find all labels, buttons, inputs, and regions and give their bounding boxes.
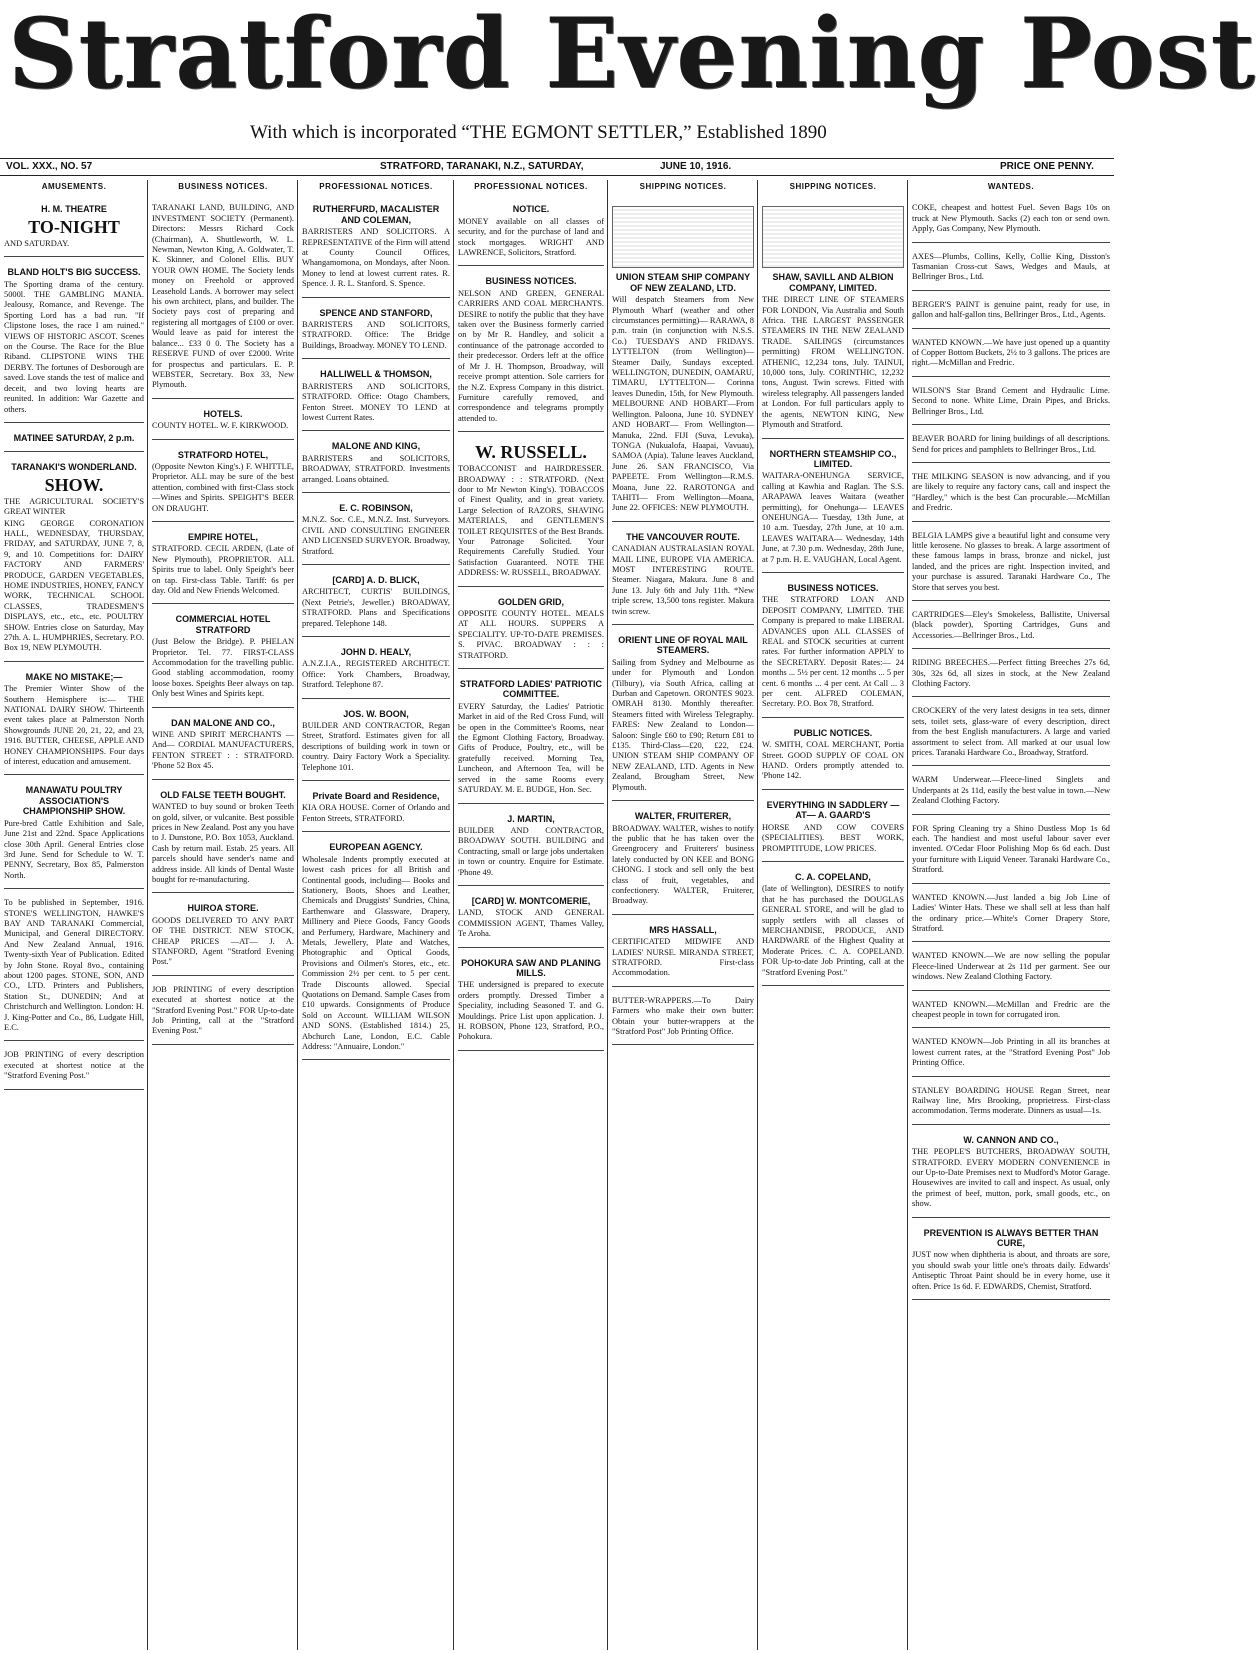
advertisement <box>152 897 294 975</box>
column-rule <box>907 180 908 1650</box>
advertisement <box>302 703 450 781</box>
advertisement <box>4 1045 144 1089</box>
ad-heading: WALTER, FRUITERER, <box>634 811 732 822</box>
column-4 <box>458 180 604 1650</box>
ad-body: JOB PRINTING of every description executed at shortest notice at the "Stratford Evening Post." <box>4 1050 144 1081</box>
ad-body: COKE, cheapest and hottest Fuel. Seven Bags 10s on truck at New Plymouth. Sacks (2) each ton or send own. Apply, Gas Company, New Plymouth. <box>912 203 1110 234</box>
volume-number: VOL. XXX., NO. 57 <box>6 161 93 172</box>
ad-body: CANADIAN AUSTRALASIAN ROYAL MAIL LINE, EUROPE VIA AMERICA. MOST INTERESTING ROUTE. Steamer. Niagara, Makura. June 8 and June 13. July 6th and July 11th. *New triple screw, 13,500 tons register. Makura twin screw. <box>612 544 754 616</box>
ad-heading: H. M. THEATRE <box>41 204 107 215</box>
ad-body: Will despatch Steamers from New Plymouth Wharf (weather and other circumstances permitting)— RARAWA, 8 p.m. train (in conjunction with N.S.S. Co.) TUESDAYS AND FRIDAYS. LYTTELTON (from Wellington)— Steamer Daily, Sundays excepted. WELLINGTON, DUNEDIN, OAMARU, TIMARU, LYTTELTON— Corinna leaves Dunedin, 15th, for New Plymouth. MELBOURNE AND HOBART—From Wellington. Paloona, June 10. SYDNEY AND HOBART— From Wellington—Manuka, 22nd. FIJI (Suva, Levuka), TONGA (Nukualofa, Haapai, Vavuau), SAMOA (Apia). Talune leaves Auckland, June 26. SAN FRANCISCO, Via PAPEETE. From Wellington—R.M.S. Moana, June 22. RAROTONGA and TAHITI— From Wellington—Moana, June 22. OFFICES: NEW PLYMOUTH. <box>612 295 754 513</box>
ad-heading: UNION STEAM SHIP COMPANY OF NEW ZEALAND, LTD. <box>615 272 751 293</box>
ad-body: BROADWAY. WALTER, wishes to notify the public that he has taken over the Greengrocery and Fruiterers' business lately conducted by ON KEE and BONG CHONG. I stock and sell only the best class of fruit, vegetables, and confectionery. WALTER, Fruiterer, Broadway. <box>612 823 754 906</box>
ad-body: JUST now when diphtheria is about, and throats are sore, you should swab your little one's throats daily. Edwards' Antiseptic Throat Paint should be in every home, use it often. Price 1s 6d. F. EDWARDS, Chemist, Stratford. <box>912 1250 1110 1291</box>
ad-body: The Sporting drama of the century. 5000l. THE GAMBLING MANIA. Jealousy, Romance, and Revenge. The Sporting Lord has a bad run. "If Clipstone loses, the race I am ruined." VIEWS OF HISTORIC ASCOT. Scenes on the Course. The Race for the Blue Riband. CLIPSTONE WINS THE DERBY. The fortunes of Desborough are saved. Love stands the test of malice and deceit, and two loving hearts are reunited. In addition: War Gazette and others. <box>4 279 144 414</box>
ad-heading: W. CANNON AND CO., <box>963 1134 1059 1145</box>
advertisement <box>152 403 294 440</box>
ad-body: WARM Underwear.—Fleece-lined Singlets and Underpants at 2s 11d, easily the best value in town.—New Zealand Clothing Factory. <box>912 775 1110 806</box>
ad-heading: MALONE AND KING, <box>331 441 421 452</box>
advertisement <box>912 946 1110 990</box>
ad-heading: MATINEE SATURDAY, 2 p.m. <box>13 432 135 443</box>
ad-body: BARRISTERS AND SOLICITORS. A REPRESENTATIVE of the Firm will attend at County Council Offices, Whangamomona, on Mondays, after Noon. Money to lend at lowest current rates. R. Spence. J. R. L. Stanford. S. Spence. <box>302 227 450 289</box>
ad-body: CROCKERY of the very latest designs in tea sets, dinner sets, toilet sets, glass-ware of every description, direct from the best English manufacturers. A large and varied assortment to select from. All marked at our usual low prices. Taranaki Hardware Co., Broadway, Stratford. <box>912 706 1110 758</box>
ad-body: WAITARA-ONEHUNGA SERVICE, calling at Kawhia and Raglan. The S.S. ARAPAWA leaves Waitara (weather permitting), for Onehunga— LEAVES ONEHUNGA— Tuesday, 13th June, at 10 a.m. Tuesday, 27th June, at 10 a.m. LEAVES WAITARA— Wednesday, 14th June, at 7.30 p.m. Wednesday, 28th June, at 7 p.m. H. E. VAUGHAN, Local Agent. <box>762 471 904 564</box>
advertisement <box>912 247 1110 291</box>
ad-body: BELGIA LAMPS give a beautiful light and consume very little kerosene. No glasses to break. A large assortment of these famous lamps in brass, bronze and nickel, just landed, and the prices are right. Inspection invited, and your purchase is assured. Taranaki Hardware Co., The Store that serves you best. <box>912 530 1110 592</box>
ad-heading: BUSINESS NOTICES. <box>485 276 577 287</box>
ad-body: BUTTER-WRAPPERS.—To Dairy Farmers who make their own butter: Obtain your butter-wrappers at the "Stratford Post" Job Printing Office. <box>612 995 754 1036</box>
column-1 <box>4 180 144 1650</box>
column-rule <box>607 180 608 1650</box>
ad-body: (late of Wellington), DESIRES to notify that he has purchased the DOUGLAS GENERAL STORE, and will be glad to supply settlers with all classes of MERCHANDISE, PRODUCE, AND HARDWARE of the Highest Quality at Moderate Prices. C. A. COPELAND. FOR Up-to-date Job Printing, call at the "Stratford Evening Post." <box>762 884 904 977</box>
advertisement <box>912 295 1110 329</box>
advertisement <box>912 701 1110 766</box>
ad-body: BEAVER BOARD for lining buildings of all descriptions. Send for prices and pamphlets to Bellringer Bros., Ltd. <box>912 434 1110 454</box>
ad-body: M.N.Z. Soc. C.E., M.N.Z. Inst. Surveyors. CIVIL AND CONSULTING ENGINEER AND LICENSED SURVEYOR. Broadway, Stratford. <box>302 515 450 556</box>
ad-body: A.N.Z.I.A., REGISTERED ARCHITECT. Office: York Chambers, Broadway, Stratford. Telephone 87. <box>302 659 450 690</box>
ad-body: CARTRIDGES—Eley's Smokeless, Ballistite, Universal (black powder), Sporting Cartridges, Guns and Accessories.—Bellringer Bros., Ltd. <box>912 609 1110 640</box>
column-5 <box>612 180 754 1650</box>
advertisement <box>458 198 604 266</box>
advertisement <box>458 808 604 886</box>
advertisement <box>302 569 450 637</box>
ad-body: COUNTY HOTEL. W. F. KIRKWOOD. <box>152 421 289 431</box>
advertisement <box>458 270 604 432</box>
ad-body: THE PEOPLE'S BUTCHERS, BROADWAY SOUTH, STRATFORD. EVERY MODERN CONVENIENCE in our Up-to-Date Premises next to Mudford's Motor Garage. Housewives are invited to call and inspect. As usual, only the primest of beef, mutton, pork, small goods, etc., on show. <box>912 1147 1110 1209</box>
ad-body: FOR Spring Cleaning try a Shino Dustless Mop 1s 6d each. The handiest and most useful labour saver ever invented. O'Cedar Floor Polishing Mop 6s 6d each. Dust your furniture with Liquid Veneer. Taranaki Hardware Co., Stratford. <box>912 823 1110 875</box>
ad-body: BARRISTERS AND SOLICITORS, STRATFORD. Office: The Bridge Buildings, Broadway. MONEY TO LEND. <box>302 320 450 350</box>
ad-body: THE DIRECT LINE OF STEAMERS FOR LONDON, Via Australia and South Africa. THE LARGEST PASSENGER STEAMERS IN THE NEW ZEALAND TRADE. SAILINGS (circumstances permitting) FROM WELLINGTON. ATHENIC, 12,234 tons, July. TAINUI, 10,000 tons, July. CORINTHIC, 12,232 tons, August. Twin screws. Fitted with wireless telegraphy. All passengers landed at London. For full particulars apply to the agents, NEWTON KING, New Plymouth and Stratford. <box>762 295 904 430</box>
advertisement <box>912 995 1110 1029</box>
ad-body: RIDING BREECHES.—Perfect fitting Breeches 27s 6d, 30s, 32s 6d, all sizes in stock, at the New Zealand Clothing Factory. <box>912 658 1110 688</box>
ad-body: Sailing from Sydney and Melbourne as under for Plymouth and London (Tilbury), via South Africa, calling at Durban and Capetown. ORONTES 9023. OMRAH 8130. Monthly thereafter. Steamers fitted with Wireless Telegraphy. FARES: New Zealand to London— Saloon: Single £60 to £90; Return £81 to £135. Third-Class—£20, £22, £24. UNION STEAM SHIP COMPANY OF NEW ZEALAND, LTD. Agents in New Zealand, Brougham Street, New Plymouth. <box>612 657 754 792</box>
ad-body: BARRISTERS AND SOLICITORS, STRATFORD. Office: Otago Chambers, Fenton Street. MONEY TO LEND at lowest Current Rates. <box>302 381 450 422</box>
ad-heading: BUSINESS NOTICES. <box>787 582 879 593</box>
ad-heading: Private Board and Residence, <box>312 791 440 802</box>
ad-heading: PREVENTION IS ALWAYS BETTER THAN CURE, <box>923 1227 1099 1249</box>
ad-body: ARCHITECT, CURTIS' BUILDINGS, (Next Petrie's, Jeweller.) BROADWAY, STRATFORD. Plans and Specifications prepared. Telephone 148. <box>302 587 450 628</box>
advertisement <box>762 866 904 986</box>
ad-heading: HUIROA STORE. <box>187 903 259 914</box>
advertisement <box>152 526 294 604</box>
ad-heading: STRATFORD LADIES' PATRIOTIC COMMITTEE. <box>459 679 603 700</box>
ad-heading: EUROPEAN AGENCY. <box>329 842 423 853</box>
ad-heading: MANAWATU POULTRY ASSOCIATION'S CHAMPIONSHIP SHOW. <box>22 785 126 817</box>
ad-heading: [CARD] W. MONTCOMERIE, <box>471 895 591 906</box>
ad-body: Wholesale Indents promptly executed at lowest cash prices for all British and Continental goods, including— Books and Stationery, Boots, Shoes and Leather, Chemicals and Druggists' Sundries, China, Earthenware and Glassware, Drapery, Millinery and Piece Goods, Fancy Goods and Perfumery, Hardware, Machinery and Metals, Jewellery, Plate and Watches, Photographic and Optical Goods, Provisions and Oilmen's Stores, etc., etc. Commission 2½ per cent. to 5 per cent. Trade Discounts allowed. Special Quotations on Demand. Sample Cases from £10 upwards. Consignments of Produce Sold on Account. WILLIAM WILSON AND SONS. (Established 1814.) 25, Abchurch Lane, London, E.C. Cable Address: "Annuaire, London." <box>302 854 450 1051</box>
advertisement <box>4 893 144 1041</box>
ad-heading: MAKE NO MISTAKE;— <box>25 671 123 682</box>
ad-body: STANLEY BOARDING HOUSE Regan Street, near Railway line, Mrs Brooking, proprietress. First-class accommodation. Terms moderate. Dinners as usual—1s. <box>912 1085 1110 1116</box>
advertisement <box>302 836 450 1060</box>
ad-body: TOBACCONIST and HAIRDRESSER. BROADWAY : : STRATFORD. (Next door to Mr Newton King's). TOBACCOS of Finest Quality, and in great variety. Large Selection of RAZORS, SHAVING MATERIALS, and GENTLEMEN'S TOILET REQUISITES of the Best Brands. Your Patronage Solicited. Your Requirements Carefully Studied. Your Satisfaction Guaranteed. NOTE THE ADDRESS: W. RUSSELL, BROADWAY. <box>458 464 604 578</box>
column-heading: WANTEDS. <box>987 182 1035 191</box>
ad-body: AND SATURDAY. <box>4 238 70 248</box>
ad-display-heading: SHOW. <box>44 474 104 495</box>
advertisement <box>612 198 754 521</box>
ad-body: WANTED KNOWN.—McMillan and Fredric are the cheapest people in town for corrugated iron. <box>912 999 1110 1019</box>
advertisement <box>458 890 604 948</box>
advertisement <box>152 444 294 522</box>
column-3 <box>302 180 450 1650</box>
ad-heading: STRATFORD HOTEL, <box>177 449 269 460</box>
ad-body: THE STRATFORD LOAN AND DEPOSIT COMPANY, LIMITED. THE Company is prepared to make LIBERAL ADVANCES upon ALL CLASSES of REAL and STOCK securities at current rates. For further information APPLY to the SECRETARY. Deposit Rates:— 24 months ... 5½ per cent. 12 months ... 5 per cent. 6 months ... 4 per cent. At Call ... 3 per cent. ALFRED COLEMAN, Secretary. P.O. Box 78, Stratford. <box>762 595 904 709</box>
ad-body: OPPOSITE COUNTY HOTEL. MEALS AT ALL HOURS. SUPPERS A SPECIALITY. UP-TO-DATE PREMISES. S. PIVAC. BROADWAY : : : STRATFORD. <box>458 609 604 660</box>
advertisement <box>152 712 294 780</box>
ad-body: WANTED to buy sound or broken Teeth on gold, silver, or vulcanite. Best possible prices in New Zealand. Post any you have to J. Dunstone, P.O. Box 1053, Auckland. Cash by return mail. Estab. 25 years. All parcels should have sender's name and address inside. All kinds of Dental Waste bought for re-manufacturing. <box>152 802 294 884</box>
ad-body: WINE AND SPIRIT MERCHANTS —And— CORDIAL MANUFACTURERS, FENTON STREET : : STRATFORD. 'Phone 52 Box 45. <box>152 730 294 771</box>
column-heading: PROFESSIONAL NOTICES. <box>474 182 588 191</box>
ad-heading: OLD FALSE TEETH BOUGHT. <box>160 789 286 800</box>
advertisement <box>912 526 1110 601</box>
advertisement <box>912 1081 1110 1125</box>
advertisement <box>4 456 144 662</box>
masthead <box>0 0 1256 150</box>
advertisement <box>912 888 1110 943</box>
advertisement <box>612 629 754 801</box>
column-heading: BUSINESS NOTICES. <box>178 182 268 191</box>
advertisement <box>912 770 1110 814</box>
advertisement <box>4 427 144 452</box>
ad-body: KING GEORGE CORONATION HALL, WEDNESDAY, THURSDAY, FRIDAY, and SATURDAY, JUNE 7, 8, 9, and 10. Competitions for: DAIRY FACTORY AND FARMERS' PRODUCE, GARDEN VEGETABLES, HOME INDUSTRIES, HONEY, FANCY WORK, TECHNICAL SCHOOL CLASSES, TRADESMEN'S DISPLAYS, etc., etc., etc. POULTRY SHOW. Entries close on Saturday, May 27th. A. L. HUMPHRIES, Secretary. P.O. Box 19, NEW PLYMOUTH. <box>4 518 144 653</box>
advertisement <box>302 435 450 493</box>
ad-heading: NORTHERN STEAMSHIP CO., LIMITED. <box>769 448 897 469</box>
ad-heading: HALLIWELL & THOMSON, <box>320 369 432 380</box>
column-heading: PROFESSIONAL NOTICES. <box>319 182 433 191</box>
ad-body: MONEY available on all classes of security, and for the purchase of land and stock mortgages. WRIGHT AND LAWRENCE, Solicitors, Stratford. <box>458 216 604 258</box>
ad-body: JOB PRINTING of every description executed at shortest notice at the "Stratford Evening Post." FOR Up-to-date Job Printing, call at the "Stratford Evening Post." <box>152 984 294 1036</box>
advertisement <box>302 363 450 431</box>
advertisement <box>302 497 450 565</box>
advertisement <box>152 784 294 894</box>
advertisement <box>762 794 904 862</box>
ad-body: HORSE AND COW COVERS (SPECIALITIES). BEST WORK, PROMPTITUDE, LOW PRICES. <box>762 822 904 853</box>
column-heading: AMUSEMENTS. <box>41 182 107 191</box>
ad-heading: [CARD] A. D. BLICK, <box>332 574 420 585</box>
ad-body: THE AGRICULTURAL SOCIETY'S GREAT WINTER <box>4 496 144 517</box>
column-rule <box>297 180 298 1650</box>
ad-heading: BLAND HOLT'S BIG SUCCESS. <box>7 267 141 278</box>
ad-body: WILSON'S Star Brand Cement and Hydraulic Lime. Second to none. White Lime, Drain Pipes, and Bricks. Bellringer Bros., Ltd. <box>912 385 1110 416</box>
column-rule <box>757 180 758 1650</box>
column-rule <box>147 180 148 1650</box>
ad-heading: COMMERCIAL HOTEL STRATFORD <box>175 614 271 635</box>
ad-body: STRATFORD. CECIL ARDEN, (Late of New Plymouth), PROPRIETOR. ALL Spirits true to label. Only Speight's beer on tap. First-class Table. Tariff: 6s per day. Old and New Friends Welcomed. <box>152 544 294 595</box>
publication-place: STRATFORD, TARANAKI, N.Z., SATURDAY, <box>380 161 584 172</box>
advertisement <box>912 198 1110 242</box>
advertisement <box>4 261 144 423</box>
ad-body: To be published in September, 1916. STONE'S WELLINGTON, HAWKE'S BAY AND TARANAKI Commercial, Municipal, and General DIRECTORY. And New Zealand Annual, 1916. Twenty-sixth Year of Publication. Edited by John Stone. Royal 8vo., containing about 1200 pages. STONE, SON, AND CO., LTD. Printers and Publishers, Station St., DUNEDIN; And at Christchurch and Wellington. London: H. J. King-Potter and Co., 86, Ludgate Hill, E.C. <box>4 898 144 1032</box>
ad-heading: MRS HASSALL, <box>649 924 717 935</box>
advertisement <box>152 980 294 1045</box>
advertisement <box>302 641 450 699</box>
advertisement <box>458 952 604 1051</box>
advertisement <box>152 608 294 707</box>
advertisement <box>612 805 754 915</box>
advertisement <box>4 666 144 776</box>
ad-heading: SHAW, SAVILL AND ALBION COMPANY, LIMITED. <box>772 272 894 293</box>
ad-heading: E. C. ROBINSON, <box>339 502 413 513</box>
advertisement <box>912 1032 1110 1076</box>
ad-body: Pure-bred Cattle Exhibition and Sale, June 21st and 22nd. Space Applications close 30th April. General Entries close 3rd June. Send for Schedule to W. T. PENNY, Secretary, Box 85, Palmerston North. <box>4 818 144 880</box>
ad-body: WANTED KNOWN—Job Printing in all its branches at lowest current rates, at the "Stratford Evening Post" Job Printing Office. <box>912 1037 1110 1068</box>
dateline <box>0 158 1114 176</box>
advertisement <box>4 198 144 257</box>
advertisement <box>612 526 754 625</box>
ad-heading: PUBLIC NOTICES. <box>793 727 873 738</box>
advertisement <box>912 653 1110 697</box>
ad-body: LAND, STOCK AND GENERAL COMMISSION AGENT, Thames Valley, Te Aroha. <box>458 908 604 939</box>
ad-heading: EMPIRE HOTEL, <box>187 531 258 542</box>
advertisement <box>612 991 754 1046</box>
ad-body: W. SMITH, COAL MERCHANT, Portia Street. GOOD SUPPLY OF COAL ON HAND. Orders promptly attended to. 'Phone 142. <box>762 740 904 781</box>
ad-heading: J. MARTIN, <box>507 813 555 824</box>
advertisement <box>762 198 904 438</box>
column-heading: SHIPPING NOTICES. <box>789 182 877 191</box>
publication-date: JUNE 10, 1916. <box>660 161 732 172</box>
ad-heading: JOS. W. BOON, <box>343 708 409 719</box>
ad-body: WANTED KNOWN.—We are now selling the popular Fleece-lined Underwear at 2s 11d per garment. See our windows. New Zealand Clothing Factory. <box>912 951 1110 982</box>
ad-body: NELSON AND GREEN, GENERAL CARRIERS AND COAL MERCHANTS. DESIRE to notify the public that they have taken over the Business formerly carried on by Mr R. Handley, and solicit a continuance of the patronage accorded to their predecessor. Orders left at the office of Mr J. H. Thompson, Broadway, will receive prompt attention. Sole carriers for the N.Z. Express Company in this district. Furniture carefully removed, and correspondence and telegrams promptly attended to. <box>458 288 604 423</box>
ad-body: TARANAKI LAND, BUILDING, AND INVESTMENT SOCIETY (Permanent). Directors: Messrs Richard Cock (Chairman), A. Shuttleworth, W. L. Newman, Newton King, A. Goldwater, T. K. Skinner, and Colonel Ellis. BUY YOUR OWN HOME. The Society lends money on Freehold or approved Leasehold Lands. A borrower may select his own architect, plans, and builder. The Society pays cost of preparing and registering all mortgages of £100 or over. Would leave as paid for interest the balance... £33 0 0. The Society has a RESERVE FUND of over £2000. Write for prospectus and particulars. E. P. WEBSTER, Secretary. Box 33, New Plymouth. <box>152 203 294 390</box>
column-heading: SHIPPING NOTICES. <box>639 182 727 191</box>
ad-body: AXES—Plumbs, Collins, Kelly, Collie King, Disston's Tasmanian Cross-cut Saws, Wedges and Mauls, at Bellringer Bros., Ltd. <box>912 251 1110 282</box>
advertisement <box>762 443 904 573</box>
ad-display-heading: W. RUSSELL. <box>475 442 587 463</box>
advertisement <box>612 919 754 987</box>
column-7 <box>912 180 1110 1650</box>
ad-heading: NOTICE. <box>512 204 550 215</box>
advertisement <box>762 577 904 718</box>
advertisement <box>152 198 294 398</box>
advertisement <box>458 436 604 586</box>
steamship-illustration <box>762 206 904 268</box>
advertisement <box>912 1129 1110 1218</box>
ad-heading: JOHN D. HEALY, <box>340 647 412 657</box>
advertisement <box>458 591 604 669</box>
column-rule <box>453 180 454 1650</box>
advertisement <box>912 819 1110 884</box>
price: PRICE ONE PENNY. <box>1000 161 1094 172</box>
ad-heading: HOTELS. <box>203 408 243 419</box>
advertisement <box>912 467 1110 522</box>
column-2 <box>152 180 294 1650</box>
ad-heading: SPENCE AND STANFORD, <box>319 307 433 318</box>
column-6 <box>762 180 904 1650</box>
ad-heading: EVERYTHING IN SADDLERY —AT— A. GAARD'S <box>766 799 900 821</box>
advertisement <box>912 381 1110 425</box>
ad-body: BARRISTERS and SOLICITORS, BROADWAY, STRATFORD. Investments arranged. Loans obtained. <box>302 453 450 484</box>
ad-body: THE undersigned is prepared to execute orders promptly. Dressed Timber a Speciality, including Seasoned T. and G. Mouldings. Price List upon application. J. H. ROBSON, Phone 123, Stratford, P.O., Pohokura. <box>458 980 604 1042</box>
ad-heading: ORIENT LINE OF ROYAL MAIL STEAMERS. <box>618 635 748 656</box>
advertisement <box>302 198 450 297</box>
steamship-illustration <box>612 206 754 268</box>
ad-heading: DAN MALONE AND CO., <box>171 717 275 728</box>
ad-body: CERTIFICATED MIDWIFE AND LADIES' NURSE. MIRANDA STREET, STRATFORD. First-class Accommodation. <box>612 937 754 978</box>
ad-body: (Opposite Newton King's.) F. WHITTLE, Proprietor. ALL may be sure of the best attention, combined with first-Class stock—Wines and Spirits. SPEIGHT'S BEER ON DRAUGHT. <box>152 461 294 513</box>
ad-body: GOODS DELIVERED TO ANY PART OF THE DISTRICT. NEW STOCK, CHEAP PRICES —AT— J. A. STANFORD, Agent "Stratford Evening Post." <box>152 915 294 967</box>
ad-body: EVERY Saturday, the Ladies' Patriotic Market in aid of the Red Cross Fund, will be open in the Committee's Rooms, near the Egmont Clothing Factory, Broadway. Gifts of Produce, Poultry, etc., will be gratefully received. Morning Tea, Luncheon, and Afternoon Tea, will be served in the same Rooms every SATURDAY. M. E. BUDGE, Hon. Sec. <box>458 701 604 795</box>
ad-heading: TARANAKI'S WONDERLAND. <box>11 462 137 473</box>
ad-body: KIA ORA HOUSE. Corner of Orlando and Fenton Streets, STRATFORD. <box>302 803 450 823</box>
ad-heading: C. A. COPELAND, <box>795 871 871 882</box>
ad-heading: RUTHERFURD, MACALISTER AND COLEMAN, <box>312 204 440 225</box>
ad-heading: POHOKURA SAW AND PLANING MILLS. <box>461 957 601 978</box>
ad-body: THE MILKING SEASON is now advancing, and if you are likely to require any factory cans, call and inspect the "Hardley," which is the best Can procurable.—McMillan and Fredric. <box>912 471 1110 513</box>
ad-body: BERGER'S PAINT is genuine paint, ready for use, in gallon and half-gallon tins, Bellringer Bros., Ltd., Agents. <box>912 299 1110 320</box>
advertisement <box>912 605 1110 649</box>
ad-body: The Premier Winter Show of the Southern Hemisphere is:— THE NATIONAL DAIRY SHOW. Thirteenth event takes place at Palmerston North Showgrounds JUNE 20, 21, 22, and 23, 1916. BUTTER, CHEESE, APPLE AND HONEY CHAMPIONSHIPS. Four days of interest, education and amusement. <box>4 684 144 767</box>
ad-body: BUILDER AND CONTRACTOR, BROADWAY SOUTH. BUILDING and Contracting, small or large jobs undertaken in town or country. Enquire for Estimate. 'Phone 49. <box>458 825 604 877</box>
ad-body: WANTED KNOWN.—Just landed a big Job Line of Ladies' Winter Hats. These we shall sell at less than half the ordinary price.—White's Corner Drapery Store, Stratford. <box>912 892 1110 933</box>
advertisement <box>912 429 1110 463</box>
ad-body: BUILDER AND CONTRACTOR, Regan Street, Stratford. Estimates given for all descriptions of building work in town or country. Dairy Factory Work a Speciality. Telephone 101. <box>302 721 450 772</box>
advertisement <box>458 673 604 803</box>
advertisement <box>4 779 144 889</box>
advertisement <box>912 1222 1110 1300</box>
ad-heading: THE VANCOUVER ROUTE. <box>626 531 740 542</box>
newspaper-title: Stratford Evening Post <box>8 0 1256 110</box>
ad-body: (Just Below the Bridge). P. PHELAN Proprietor. Tel. 77. FIRST-CLASS Accommodation for the travelling public. Good stabling accommodation, roomy loose boxes. Speights Beer always on tap. Only best Wines and Spirits kept. <box>152 637 294 699</box>
ad-heading: GOLDEN GRID, <box>497 596 564 607</box>
advertisement <box>302 785 450 832</box>
ad-body: WANTED KNOWN.—We have just opened up a quantity of Copper Bottom Buckets, 2½ to 3 gallons. The prices are right.—McMillan and Fredric. <box>912 337 1110 368</box>
ad-display-heading: TO-NIGHT <box>28 216 120 237</box>
advertisement <box>912 333 1110 377</box>
advertisement <box>302 302 450 360</box>
newspaper-subtitle: With which is incorporated “THE EGMONT SETTLER,” Established 1890 <box>250 122 827 143</box>
advertisement <box>762 722 904 790</box>
